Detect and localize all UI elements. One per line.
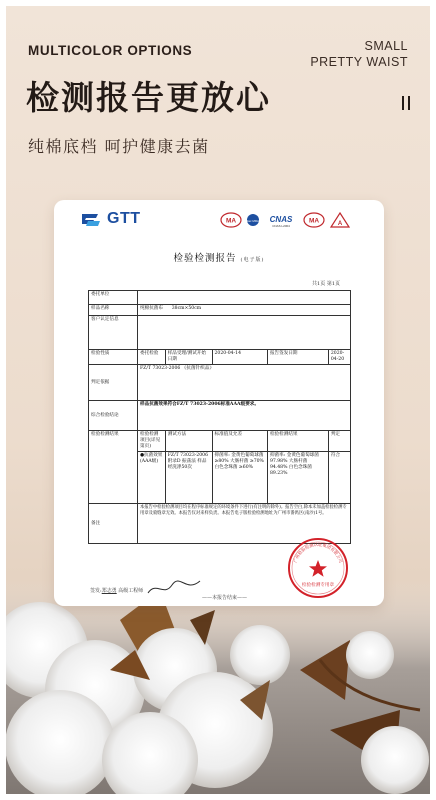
stamp-arc-text: 广州检验检测认证集团有限公司 [292, 541, 344, 564]
approver-label: 签发: [90, 588, 102, 594]
report-end-note: ——本报告结束—— [202, 595, 248, 601]
test-type-label: 检验性质 [89, 350, 138, 365]
approver-name: 郑志勇 [101, 588, 117, 594]
signature-image [144, 577, 204, 599]
standard-value: FZ/T 73023-2006 《抗菌针织品》 [138, 365, 351, 401]
col-req-header: 标准值及允差 [212, 431, 267, 452]
tagline-line-1: SMALL [364, 39, 408, 53]
official-seal-stamp [286, 536, 350, 600]
table-row [89, 431, 351, 452]
cert-label-3: MA [308, 217, 320, 225]
remarks-label: 备注 [89, 504, 138, 544]
conclusion-value: 样品抗菌效果符合FZ/T 73023-2006标准AAA级要求。 [138, 401, 351, 431]
client-value [138, 291, 351, 305]
table-row [89, 305, 351, 316]
col-judge-header: 判定 [328, 431, 350, 452]
report-date-value: 2020-04-20 [328, 350, 350, 365]
stamp-bottom-text: 检验检测专用章 [301, 583, 335, 588]
table-row [89, 365, 351, 401]
report-edition: (电子版) [240, 257, 265, 263]
item-value: ●抗菌效果(AAA级) [138, 452, 166, 504]
sample-label: 样品名称 [89, 305, 138, 316]
col-method-header: 测试方法 [165, 431, 212, 452]
tagline-line-2: PRETTY WAIST [310, 55, 408, 69]
report-table [88, 290, 351, 544]
gtt-logo-icon [80, 212, 102, 228]
conclusion-label: 综合检验结论 [89, 401, 138, 431]
tick-mark-icon [402, 96, 412, 110]
req-value: 抑菌率: 金黄色葡萄球菌 ≥80% 大肠杆菌 ≥70% 白色念珠菌 ≥60% [212, 452, 267, 504]
sample-spec: 38cm×50cm [171, 306, 202, 311]
col-item-header: 检验检测项目(详见第页) [138, 431, 166, 452]
result-value: 抑菌率: 金黄色葡萄球菌 97.98% 大肠杆菌 94.48% 白色念珠菌 89.23% [267, 452, 328, 504]
report-title-text: 检验检测报告 [173, 253, 237, 264]
client-label: 委托单位 [89, 291, 138, 305]
cma-cert-icon-2 [302, 212, 326, 228]
method-value: FZ/T 73023-2006 附录D 振荡法 样品经洗涤50次 [165, 452, 212, 504]
table-row [89, 350, 351, 365]
report-approver [90, 587, 143, 594]
date-label: 样品受理/测试开始日期 [165, 350, 212, 365]
cnas-number: CNAS L2064 [272, 224, 290, 228]
cma-cert-icon [220, 212, 242, 228]
client-info-value [138, 316, 351, 350]
col-result-header: 检验检测结果 [267, 431, 328, 452]
sample-value: 纯棉抗菌布 [140, 306, 163, 311]
standard-label: 判定依据 [89, 365, 138, 401]
report-date-label: 报告签发日期 [267, 350, 328, 365]
test-type-value: 委托检验 [138, 350, 166, 365]
client-info-label: 客户认定信息 [89, 316, 138, 350]
brand-tagline [310, 38, 408, 70]
approver-role: 高级工程师 [118, 588, 144, 594]
cnas-cert-icon [261, 212, 301, 228]
report-title [54, 250, 384, 264]
cert-label-4: A [337, 221, 343, 227]
cert-label-0: MA [225, 217, 237, 225]
remarks-value: 本报告中检验检测项目均在程序标准规定的环境条件下进行(有注明的除外)。报告空白,除本未加盖检验检测专用章及骑缝章无效。本报告仅对来样负责。本报告电子版检验检测地址为广州市番禺区(南沙)1号。 [138, 504, 351, 544]
date-value: 2020-04-14 [212, 350, 267, 365]
cert-label-2: CNAS [269, 215, 293, 224]
cert-label-1: ilac MRA [246, 219, 260, 223]
table-row [89, 401, 351, 431]
test-report-card [54, 200, 384, 606]
report-page-number: 共1页 第1页 [312, 281, 340, 287]
brand-title: MULTICOLOR OPTIONS [28, 43, 193, 58]
gtt-logo-text: GTT [107, 210, 141, 227]
judge-value: 符合 [328, 452, 350, 504]
table-row [89, 291, 351, 305]
page-headline: 检测报告更放心 [26, 78, 271, 117]
report-logo-row [80, 210, 360, 232]
ilac-mra-icon [246, 212, 260, 228]
results-label: 检验检测结果 [89, 431, 138, 504]
page-subline: 纯棉底档 呵护健康去菌 [28, 137, 210, 156]
table-row [89, 316, 351, 350]
cal-cert-icon [329, 212, 351, 228]
sample-value-cell [138, 305, 351, 316]
